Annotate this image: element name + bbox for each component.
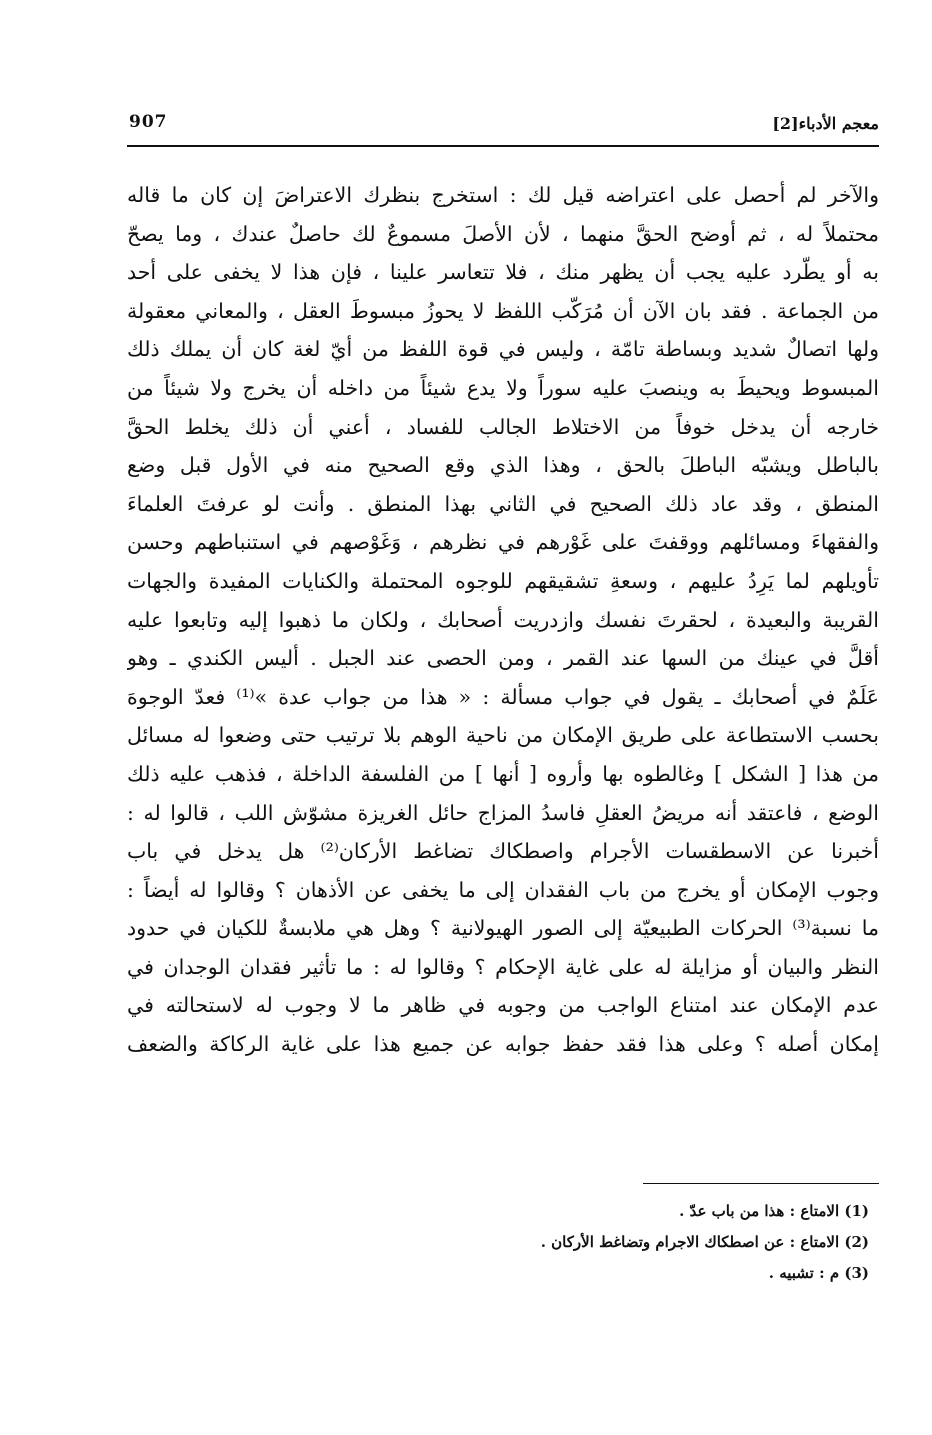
text-line: من الجماعة . فقد بان الآن أن مُرَكّب اللفظ لا يحوزُ مبسوطَ العقل ، والمعاني معقولة — [127, 298, 879, 323]
text-line: بحسب الاستطاعة على طريق الإمكان من ناحية الوهم بلا ترتيب حتى وضعوا له مسائل — [127, 723, 879, 748]
text-line: أخبرنا عن الاسطقسات الأجرام واصطكاك تضاغط الأركان⁽²⁾ هل يدخل في باب — [127, 839, 879, 864]
footnote: (3) م : تشبيه . — [768, 1264, 869, 1282]
running-title: معجم الأدباء[2] — [772, 114, 879, 133]
text-line: المنطق ، وقد عاد ذلك الصحيح في الثاني بهذا المنطق . وأنت لو عرفتَ العلماءَ — [127, 491, 879, 516]
text-line: محتملاً له ، ثم أوضح الحقَّ منهما ، لأن الأصلَ مسموعٌ لك حاصلٌ عندك ، وما يصحّ — [127, 221, 879, 246]
text-line: وجوب الإمكان أو يخرج من باب الفقدان إلى ما يخفى عن الأذهان ؟ وقالوا له أيضاً : — [127, 877, 879, 902]
text-line: أقلَّ في عينك من السها عند القمر ، ومن الحصى عند الجبل . أليس الكندي ـ وهو — [127, 646, 879, 671]
footnote-rule — [643, 1183, 879, 1184]
text-line: به أو يطّرد عليه يجب أن يظهر منك ، فلا تتعاسر علينا ، فإن هذا لا يخفى على أحد — [127, 260, 879, 285]
text-line: والآخر لم أحصل على اعتراضه قيل لك : استخرج بنظرك الاعتراضَ إن كان ما قاله — [127, 183, 879, 207]
text-line: المبسوط ويحيطَ به وينصبَ عليه سوراً ولا يدع شيئاً من داخله أن يخرج ولا شيئاً من — [127, 375, 879, 400]
footnote: (1) الامتاع : هذا من باب عدّ . — [679, 1202, 869, 1220]
text-line: عَلَمٌ في أصحابك ـ يقول في جواب مسألة : « هذا من جواب عدة »⁽¹⁾ فعدّ الوجوهَ — [127, 684, 879, 709]
text-line: الوضع ، فاعتقد أنه مريضُ العقلِ فاسدُ المزاج حائل الغريزة مشوّش اللب ، قالوا له : — [127, 800, 879, 825]
header-rule — [127, 145, 879, 147]
footnotes — [127, 1196, 869, 1289]
text-line: القريبة والبعيدة ، لحقرتَ نفسك وازدريت أصحابك ، ولكان ما ذهبوا إليه وتابعوا عليه — [127, 607, 879, 632]
text-line: خارجه أن يدخل خوفاً من الاختلاط الجالب للفساد ، أعني أن ذلك يخلط الحقَّ — [127, 414, 879, 439]
text-line: إمكان أصله ؟ وعلى هذا فقد حفظ جوابه عن جميع هذا على غاية الركاكة والضعف — [127, 1032, 879, 1057]
text-line: بالباطل ويشبّه الباطلَ بالحق ، وهذا الذي وقع الصحيح منه في الأول قبل وضع — [127, 453, 879, 478]
text-line: عدم الإمكان عند امتناع الواجب من وجوبه في ظاهر ما لا وجوب له لاستحالته في — [127, 993, 879, 1018]
body-text — [127, 176, 879, 1064]
text-line: تأويلهم لما يَرِدُ عليهم ، وسعةِ تشقيقهم للوجوه المحتملة والكنايات المفيدة والجهات — [127, 568, 879, 593]
footnote: (2) الامتاع : عن اصطكاك الاجرام وتضاغط الأركان . — [540, 1233, 869, 1251]
page-header — [127, 106, 879, 142]
text-line: النظر والبيان أو مزايلة له على غاية الإحكام ؟ وقالوا له : ما تأثير فقدان الوجدان في — [127, 954, 879, 979]
text-line: من هذا [ الشكل ] وغالطوه بها وأروه [ أنها ] من الفلسفة الداخلة ، فذهب عليه ذلك — [127, 761, 879, 786]
text-line: والفقهاءَ ومسائلهم ووقفتَ على غَوْرهم في نظرهم ، وَغَوْصهم في استنباطهم وحسن — [127, 530, 879, 555]
text-line: ولها اتصالٌ شديد وبساطة تامّة ، وليس في قوة اللفظ من أيّ لغة كان أن يملك ذلك — [127, 337, 879, 362]
page-number: 907 — [129, 112, 168, 132]
text-line: ما نسبة⁽³⁾ الحركات الطبيعيّة إلى الصور الهيولانية ؟ وهل هي ملابسةٌ للكيان في حدود — [127, 916, 879, 941]
